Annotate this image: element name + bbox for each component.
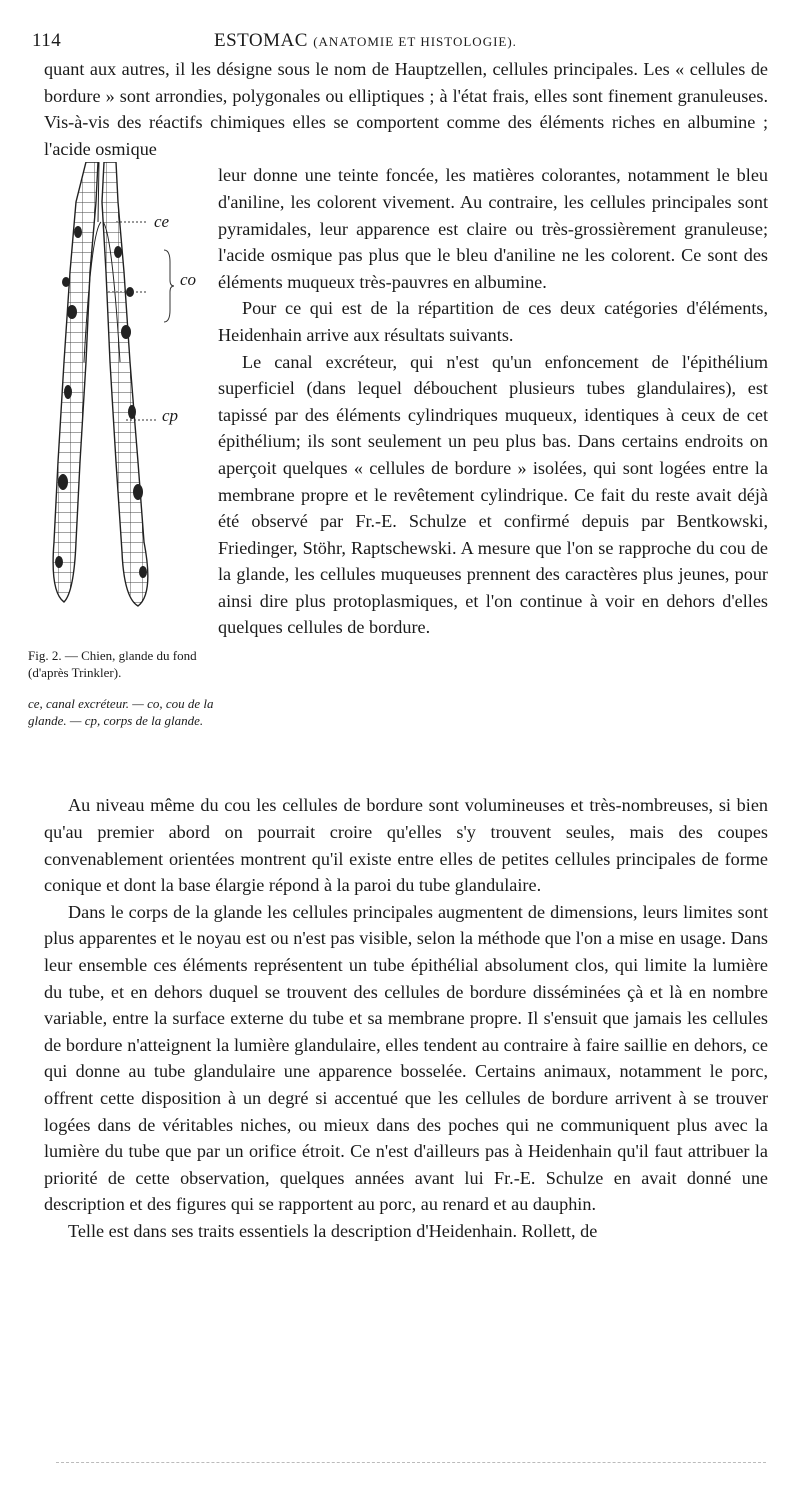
running-title <box>214 30 517 52</box>
paragraph-1b: leur donne une teinte foncée, les matières colorantes, notamment le bleu d'aniline, les colorent vivement. Au contraire, les cellules principales sont pyramidales, leur apparence est claire ou très-grossièrement granuleuse; l'acide osmique pas plus que le bleu d'aniline ne les colorent. Ce sont des éléments muqueux très-pauvres en albumine. <box>218 165 768 292</box>
caption-legend: ce, canal excréteur. — co, cou de la glande. — cp, corps de la glande. <box>28 696 214 729</box>
paragraph-1a: quant aux autres, il les désigne sous le nom de Hauptzellen, cellules principales. Les « cellules de bordure » sont arrondies, polygonales ou elliptiques ; à l'état frais, elles sont finement granuleuses. Vis-à-vis des réactifs chimiques elles se comportent comme des éléments riches en albumine ; l'acide osmique <box>44 59 768 159</box>
paragraph-6: Telle est dans ses traits essentiels la description d'Heidenhain. Rollett, de <box>68 1220 598 1241</box>
paragraph-4: Au niveau même du cou les cellules de bordure sont volumineuses et très-nombreuses, si bien qu'au premier abord on pourrait croire qu'elles s'y trouvent seules, mais des coupes convenablement orientées montrent qu'il existe entre elles de petites cellules principales de forme conique et dont la base élargie répond à la paroi du tube glandulaire. <box>44 795 768 896</box>
label-co: co <box>180 270 197 290</box>
gland-illustration <box>46 162 196 622</box>
running-header <box>32 24 768 52</box>
paragraph-3: Le canal excréteur, qui n'est qu'un enfoncement de l'épithélium superficiel (dans lequel débouchent plusieurs tubes glandulaires), est tapissé par des éléments cylindriques muqueux, identiques à ceux de cet épithélium; ils sont seulement un peu plus bas. Dans certains endroits on aperçoit quelques « cellules de bordure » isolées, qui sont logées entre la membrane propre et le revêtement cylindrique. Ce fait du reste avait déjà été observé par Fr.-E. Schulze et confirmé depuis par Bentkowski, Friedinger, Stöhr, Raptschewski. A mesure que l'on se rapproche du cou de la glande, les cellules muqueuses prennent des caractères plus jeunes, pour ainsi dire plus protoplasmiques, et l'on continue à voir en dehors d'elles quelques cellules de bordure. <box>218 351 768 638</box>
figure-wrap <box>28 162 768 729</box>
caption-title: Fig. 2. — Chien, glande du fond (d'après Trinkler). <box>28 648 197 681</box>
title-main: ESTOMAC <box>214 30 308 51</box>
paragraph-5: Dans le corps de la glande les cellules principales augmentent de dimensions, leurs limites sont plus apparentes et le noyau est ou n'est pas visible, selon la méthode que l'on a mise en usage. Dans leur ensemble ces éléments représentent un tube épithélial absolument clos, qui limite la lumière du tube, et en dehors duquel se trouvent des cellules de bordure disséminées çà et là en nombre variable, entre la surface externe du tube et sa membrane propre. Il s'ensuit que jamais les cellules de bordure n'atteignent la lumière glandulaire, elles tendent au contraire à faire saillie en dehors, ce qui donne au tube glandulaire une apparence bosselée. Certains animaux, notamment le porc, offrent cette disposition à un degré si accentué que les cellules de bordure arrivent à se trouver logées dans de véritables niches, ou mieux dans des poches qui ne communiquent plus avec la lumière du tube que par un orifice étroit. Ce n'est d'ailleurs pas à Heidenhain qu'il faut attribuer la priorité de cette observation, quelques années avant lui Fr.-E. Schulze en avait donné une description et des figures qui se rapportent au porc, au renard et au dauphin. <box>44 901 768 1215</box>
label-ce: ce <box>154 212 170 232</box>
figure-2 <box>28 162 214 792</box>
page-number: 114 <box>32 30 62 51</box>
bottom-rule <box>56 1462 766 1465</box>
label-cp: cp <box>162 406 179 426</box>
paragraph-2: Pour ce qui est de la répartition de ces deux catégories d'éléments, Heidenhain arrive aux résultats suivants. <box>218 298 768 345</box>
page <box>28 24 768 1244</box>
title-sub: (ANATOMIE ET HISTOLOGIE). <box>313 34 517 49</box>
figure-caption <box>28 647 216 729</box>
